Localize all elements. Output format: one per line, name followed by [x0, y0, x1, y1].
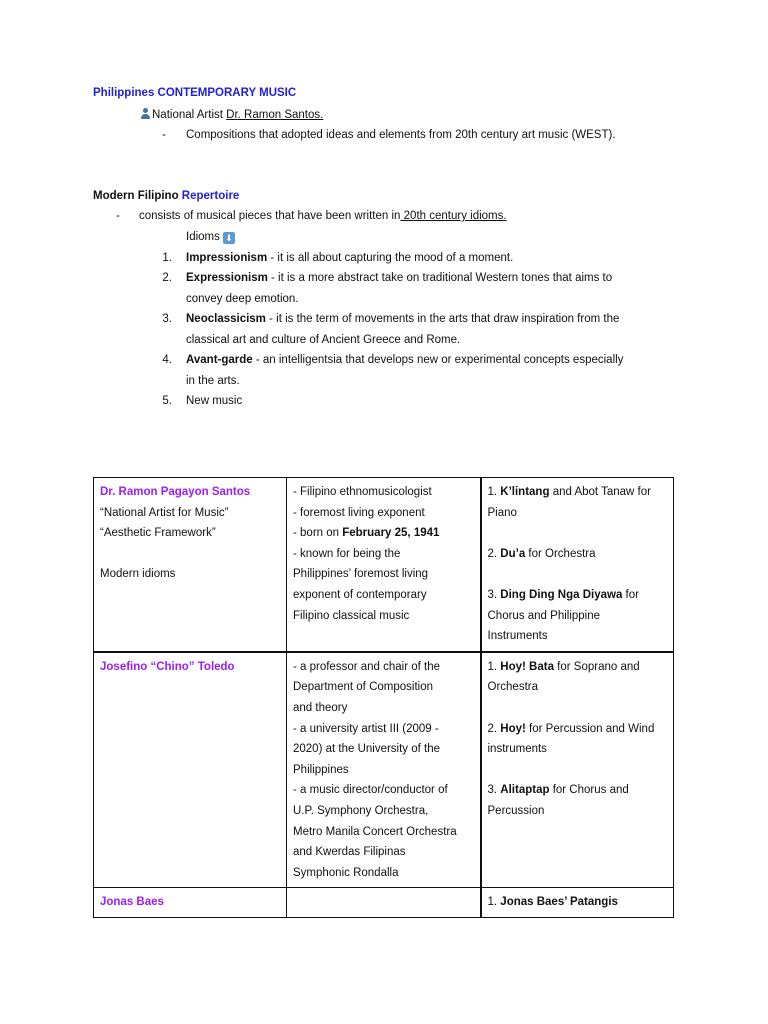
work-title: K’lintang	[500, 486, 550, 498]
work-title: Hoy!	[500, 722, 526, 735]
work-item: 3. Ding Ding Nga Diyawa for	[487, 588, 639, 601]
composer-cell	[94, 888, 287, 918]
page-title: Philippines CONTEMPORARY MUSIC	[93, 87, 297, 99]
national-artist-prefix: National Artist	[152, 109, 227, 121]
bio-line: 2020) at the University of the	[293, 743, 441, 756]
list-item-number: 2.	[162, 272, 172, 284]
bio-line: - known for being the	[293, 547, 401, 560]
bio-line: - a music director/conductor of	[293, 784, 448, 797]
work-title: Ding Ding Nga Diyawa	[500, 588, 623, 601]
list-item-number: 1.	[162, 252, 172, 264]
works-cell	[481, 888, 674, 918]
table-row	[94, 478, 674, 652]
arrow-down-icon: ⬇	[223, 232, 235, 244]
composer-note: “National Artist for Music”	[100, 506, 229, 519]
work-title: Du’a	[500, 547, 526, 560]
composer-name: Josefino “Chino” Toledo	[100, 660, 235, 673]
bio-line: and theory	[293, 701, 348, 714]
bullet-repertoire-text: consists of musical pieces that have been written in	[139, 210, 401, 222]
idiom-term: Impressionism	[186, 252, 268, 264]
list-item-continuation: in the arts.	[186, 375, 240, 387]
composer-note: Modern idioms	[100, 568, 176, 581]
composer-name: Jonas Baes	[100, 896, 164, 909]
bio-cell	[287, 888, 481, 918]
work-item-cont: Orchestra	[487, 681, 538, 694]
bio-cell	[287, 478, 481, 652]
composers-table	[93, 477, 674, 918]
bio-line: - a university artist III (2009 -	[293, 722, 439, 735]
bio-line: Filipino classical music	[293, 609, 410, 622]
composer-name: Dr. Ramon Pagayon Santos	[100, 486, 251, 498]
list-item-number: 3.	[162, 313, 172, 325]
work-item-cont: Chorus and Philippine	[487, 609, 601, 622]
bullet-dash-2: -	[116, 210, 120, 222]
section-heading-repertoire	[93, 190, 239, 202]
work-title: Jonas Baes’ Patangis	[500, 896, 618, 909]
idioms-label-text: Idioms	[186, 231, 220, 243]
bio-line: - Filipino ethnomusicologist	[293, 486, 432, 498]
bio-line: Philippines’ foremost living	[293, 568, 429, 581]
national-artist-name: Dr. Ramon Santos.	[226, 109, 324, 121]
work-item: 3. Alitaptap for Chorus and	[487, 784, 629, 797]
bio-line: Philippines	[293, 763, 349, 776]
work-item: 1. Jonas Baes’ Patangis	[487, 896, 618, 909]
works-cell	[481, 478, 674, 652]
bullet-repertoire-link: 20th century idioms.	[400, 210, 507, 222]
list-item	[186, 313, 619, 325]
bio-line: U.P. Symphony Orchestra,	[293, 804, 429, 817]
list-item	[186, 272, 612, 284]
national-artist-line	[140, 108, 323, 121]
bio-line: - foremost living exponent	[293, 506, 425, 519]
bio-line: and Kwerdas Filipinas	[293, 846, 406, 859]
work-item: 1. K’lintang and Abot Tanaw for	[487, 486, 651, 498]
work-item: 1. Hoy! Bata for Soprano and	[487, 660, 640, 673]
list-item	[186, 395, 242, 407]
work-item-cont: Piano	[487, 506, 517, 519]
idiom-term: Expressionism	[186, 272, 268, 284]
work-title: Hoy! Bata	[500, 660, 554, 673]
table-row	[94, 652, 674, 888]
list-item-continuation: convey deep emotion.	[186, 293, 299, 305]
person-icon	[140, 108, 151, 119]
idioms-label	[186, 231, 235, 244]
idiom-desc: - an intelligentsia that develops new or experimental concepts especially	[252, 354, 624, 366]
list-item-continuation: classical art and culture of Ancient Greece and Rome.	[186, 334, 461, 346]
composer-cell	[94, 652, 287, 888]
works-cell	[481, 652, 674, 888]
bio-birth-date: February 25, 1941	[342, 527, 440, 540]
idiom-term: Avant-garde	[186, 354, 253, 366]
bio-line: - a professor and chair of the	[293, 660, 441, 673]
work-item-cont: instruments	[487, 743, 547, 756]
bullet-repertoire	[139, 210, 507, 222]
work-item: 2. Du’a for Orchestra	[487, 547, 596, 560]
bio-line: Department of Composition	[293, 681, 433, 694]
composer-cell	[94, 478, 287, 652]
idiom-desc: - it is a more abstract take on traditional Western tones that aims to	[267, 272, 613, 284]
work-item-cont: Instruments	[487, 630, 548, 643]
work-item: 2. Hoy! for Percussion and Wind	[487, 722, 655, 735]
idiom-term: Neoclassicism	[186, 313, 266, 325]
bio-line	[293, 523, 474, 544]
bio-line: Metro Manila Concert Orchestra	[293, 825, 457, 838]
bio-line: Symphonic Rondalla	[293, 866, 399, 879]
table-row	[94, 888, 674, 918]
list-item-number: 5.	[162, 395, 172, 407]
work-title: Alitaptap	[500, 784, 550, 797]
composer-note: “Aesthetic Framework”	[100, 527, 216, 540]
bullet-dash: -	[162, 129, 166, 141]
idiom-desc: - it is all about capturing the mood of a moment.	[267, 252, 514, 264]
heading-part1: Modern Filipino	[93, 190, 182, 202]
heading-part2: Repertoire	[181, 190, 240, 202]
idiom-desc: - it is the term of movements in the arts that draw inspiration from the	[265, 313, 620, 325]
idiom-desc: New music	[186, 395, 243, 407]
list-item	[186, 354, 623, 366]
bio-cell	[287, 652, 481, 888]
list-item	[186, 252, 513, 264]
bio-born-label: - born on	[293, 527, 343, 540]
work-item-cont: Percussion	[487, 804, 545, 817]
bullet-compositions: Compositions that adopted ideas and elements from 20th century art music (WEST).	[186, 129, 616, 141]
list-item-number: 4.	[162, 354, 172, 366]
bio-line: exponent of contemporary	[293, 588, 427, 601]
